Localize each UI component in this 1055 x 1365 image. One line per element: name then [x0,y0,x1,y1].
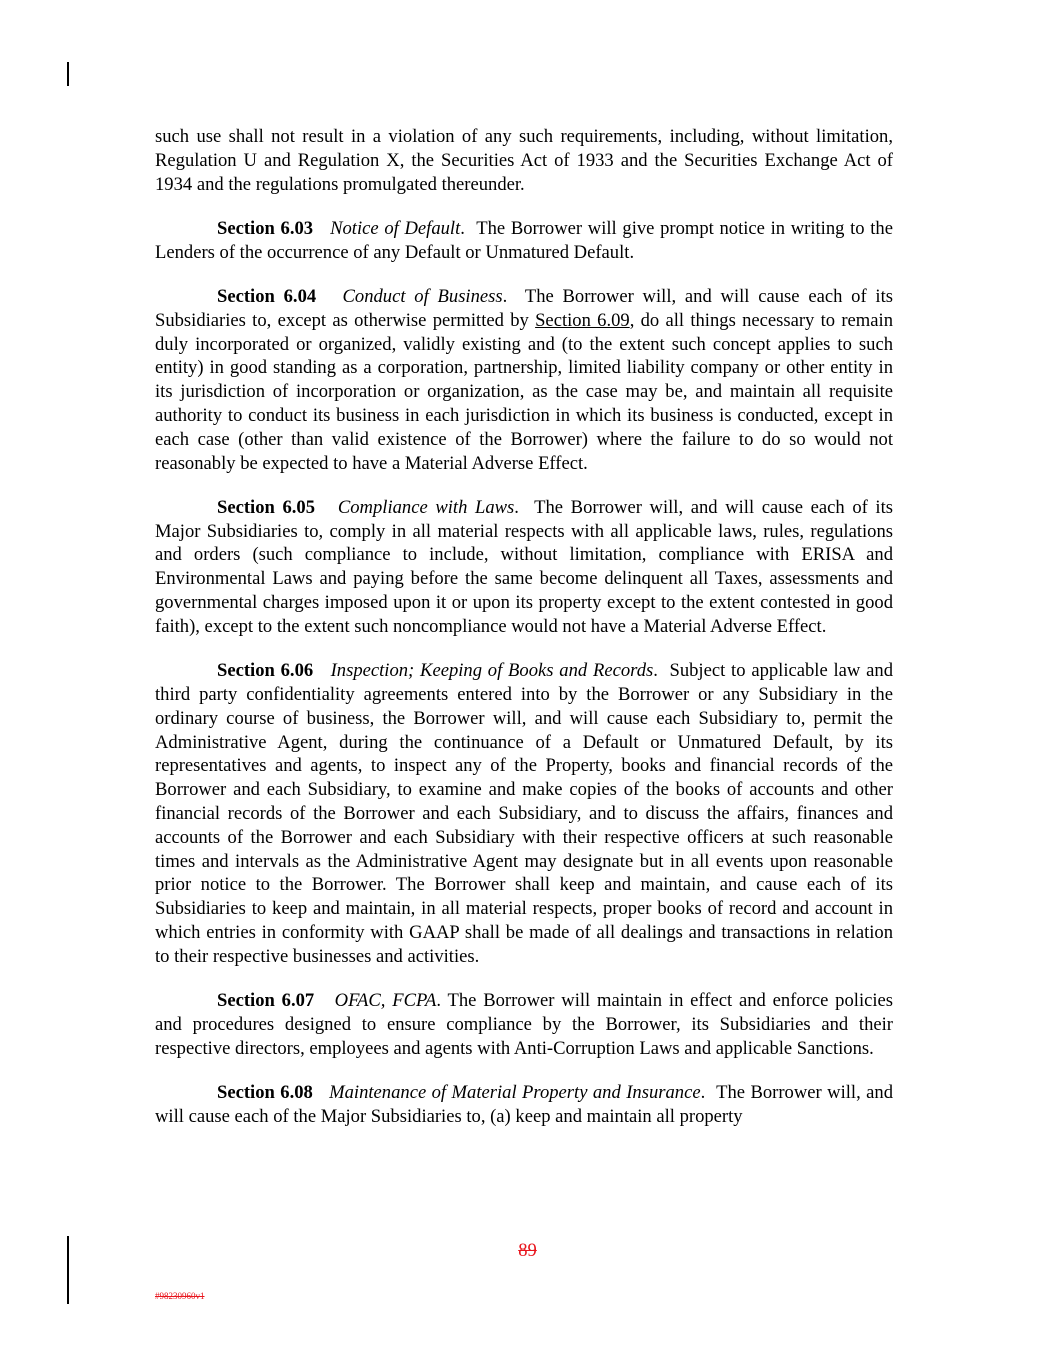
section-body: The Borrower will maintain in effect and enforce policies and procedures designed to ensure compliance by the Borrower, its Subsidiaries and their respective directors, employees and agents with Anti-Corruption Laws and applicable Sanctions. [155,990,894,1059]
section-title: Notice of Default [330,217,461,239]
section-6-07: Section 6.07 OFAC, FCPA. The Borrower will maintain in effect and enforce policies and procedures designed to ensure compliance by the Borrower, its Subsidiaries and their respective directors, employees and agents with Anti-Corruption Laws and applicable Sanctions. [155,990,894,1059]
revision-bar-top [67,62,69,86]
paragraph-continuation: such use shall not result in a violation of any such requirements, including, without limitation, Regulation U and Regulation X, the Securities Act of 1933 and the Securities Exchange Act of 1934 and the regulations promulgated thereunder. [155,126,893,195]
section-6-04: Section 6.04 Conduct of Business. The Borrower will, and will cause each of its Subsidiaries to, except as otherwise permitted by Section 6.09, do all things necessary to remain duly incorporated or organized, validly existing and (to the extent such concept applies to such entity) in good standing as a corporation, partnership, limited liability company or other entity in its jurisdiction of incorporation or organization, as the case may be, and maintain all requisite authority to conduct its business in each jurisdiction in which its business is conducted, except in each case (other than valid existence of the Borrower) where the failure to do so would not reasonably be expected to have a Material Adverse Effect. [155,285,893,474]
section-6-05: Section 6.05 Compliance with Laws. The Borrower will, and will cause each of its Major Subsidiaries to, comply in all material respects with all applicable laws, rules, regulations and orders (such compliance to include, without limitation, compliance with ERISA and Environmental Laws and paying before the same become delinquent all Taxes, assessments and governmental charges imposed upon it or upon its property except to the extent contested in good faith), except to the extent such noncompliance would not have a Material Adverse Effect. [155,496,893,637]
document-id: #98230960v1 [155,1291,205,1301]
page-number: 89 [518,1240,537,1261]
section-6-03: Section 6.03 Notice of Default. The Borrower will give prompt notice in writing to the Lenders of the occurrence of any Default or Unmatured Default. [155,217,893,263]
section-cross-reference: Section 6.09 [535,309,630,331]
section-title: Conduct of Business [342,285,503,307]
section-6-08: Section 6.08 Maintenance of Material Property and Insurance. The Borrower will, and will cause each of the Major Subsidiaries to, (a) keep and maintain all property [155,1081,893,1127]
section-title: Compliance with Laws [337,496,515,518]
section-number: Section 6.03 [217,217,314,239]
section-number: Section 6.05 [217,496,315,518]
section-title: OFAC, FCPA [334,990,437,1011]
document-body [155,125,893,1149]
section-body: The Borrower will, and will cause each of its Major Subsidiaries to, comply in all material respects with all applicable laws, rules, regulations and orders (such compliance to include, without limitation, compliance with ERISA and Environmental Laws and paying before the same become delinquent all Taxes, assessments and governmental charges imposed upon it or upon its property except to the extent contested in good faith), except to the extent such noncompliance would not have a Material Adverse Effect. [155,496,893,637]
section-number: Section 6.08 [217,1081,313,1103]
section-title: Maintenance of Material Property and Insurance [329,1081,701,1103]
section-number: Section 6.07 [217,990,315,1011]
section-body: Subject to applicable law and third party confidentiality agreements entered into by the Borrower or any Subsidiary in the ordinary course of business, the Borrower will, and will cause each Subsidiary to, permit the Administrative Agent, during the continuance of a Default or Unmatured Default, by its representatives and agents, to inspect any of the Property, books and financial records of the Borrower and each Subsidiary, to examine and make copies of the books of accounts and other financial records of the Borrower and each Subsidiary, and to discuss the affairs, finances and accounts of the Borrower and each Subsidiary with their respective officers at such reasonable times and intervals as the Administrative Agent may designate but in all events upon reasonable prior notice to the Borrower. The Borrower shall keep and maintain, and cause each of its Subsidiaries to keep and maintain, in all material respects, proper books of record and account in which entries in conformity with GAAP shall be made of all dealings and transactions in relation to their respective businesses and activities. [155,660,894,967]
section-number: Section 6.04 [217,285,317,307]
section-6-06: Section 6.06 Inspection; Keeping of Books and Records. Subject to applicable law and third party confidentiality agreements entered into by the Borrower or any Subsidiary in the ordinary course of business, the Borrower will, and will cause each Subsidiary to, permit the Administrative Agent, during the continuance of a Default or Unmatured Default, by its representatives and agents, to inspect any of the Property, books and financial records of the Borrower and each Subsidiary, to examine and make copies of the books of accounts and other financial records of the Borrower and each Subsidiary, and to discuss the affairs, finances and accounts of the Borrower and each Subsidiary with their respective officers at such reasonable times and intervals as the Administrative Agent may designate but in all events upon reasonable prior notice to the Borrower. The Borrower shall keep and maintain, and cause each of its Subsidiaries to keep and maintain, in all material respects, proper books of record and account in which entries in conformity with GAAP shall be made of all dealings and transactions in relation to their respective businesses and activities. [155,660,894,967]
section-body: The Borrower will give prompt notice in writing to the Lenders of the occurrence of any Default or Unmatured Default. [155,217,893,263]
section-title: Inspection; Keeping of Books and Records [330,660,654,682]
section-body: The Borrower will, and will cause each of its Subsidiaries to, except as otherwise permitted by [155,285,893,331]
section-body-continued: , do all things necessary to remain duly incorporated or organized, validly existing and (to the extent such concept applies to such entity) in good standing as a corporation, partnership, limited liability company or other entity in its jurisdiction of incorporation or organization, as the case may be, and maintain all requisite authority to conduct its business in each jurisdiction in which its business is conducted, except in each case (other than valid existence of the Borrower) where the failure to do so would not reasonably be expected to have a Material Adverse Effect. [155,309,893,474]
section-number: Section 6.06 [217,660,314,682]
section-body: The Borrower will, and will cause each of the Major Subsidiaries to, (a) keep and maintain all property [155,1081,893,1127]
